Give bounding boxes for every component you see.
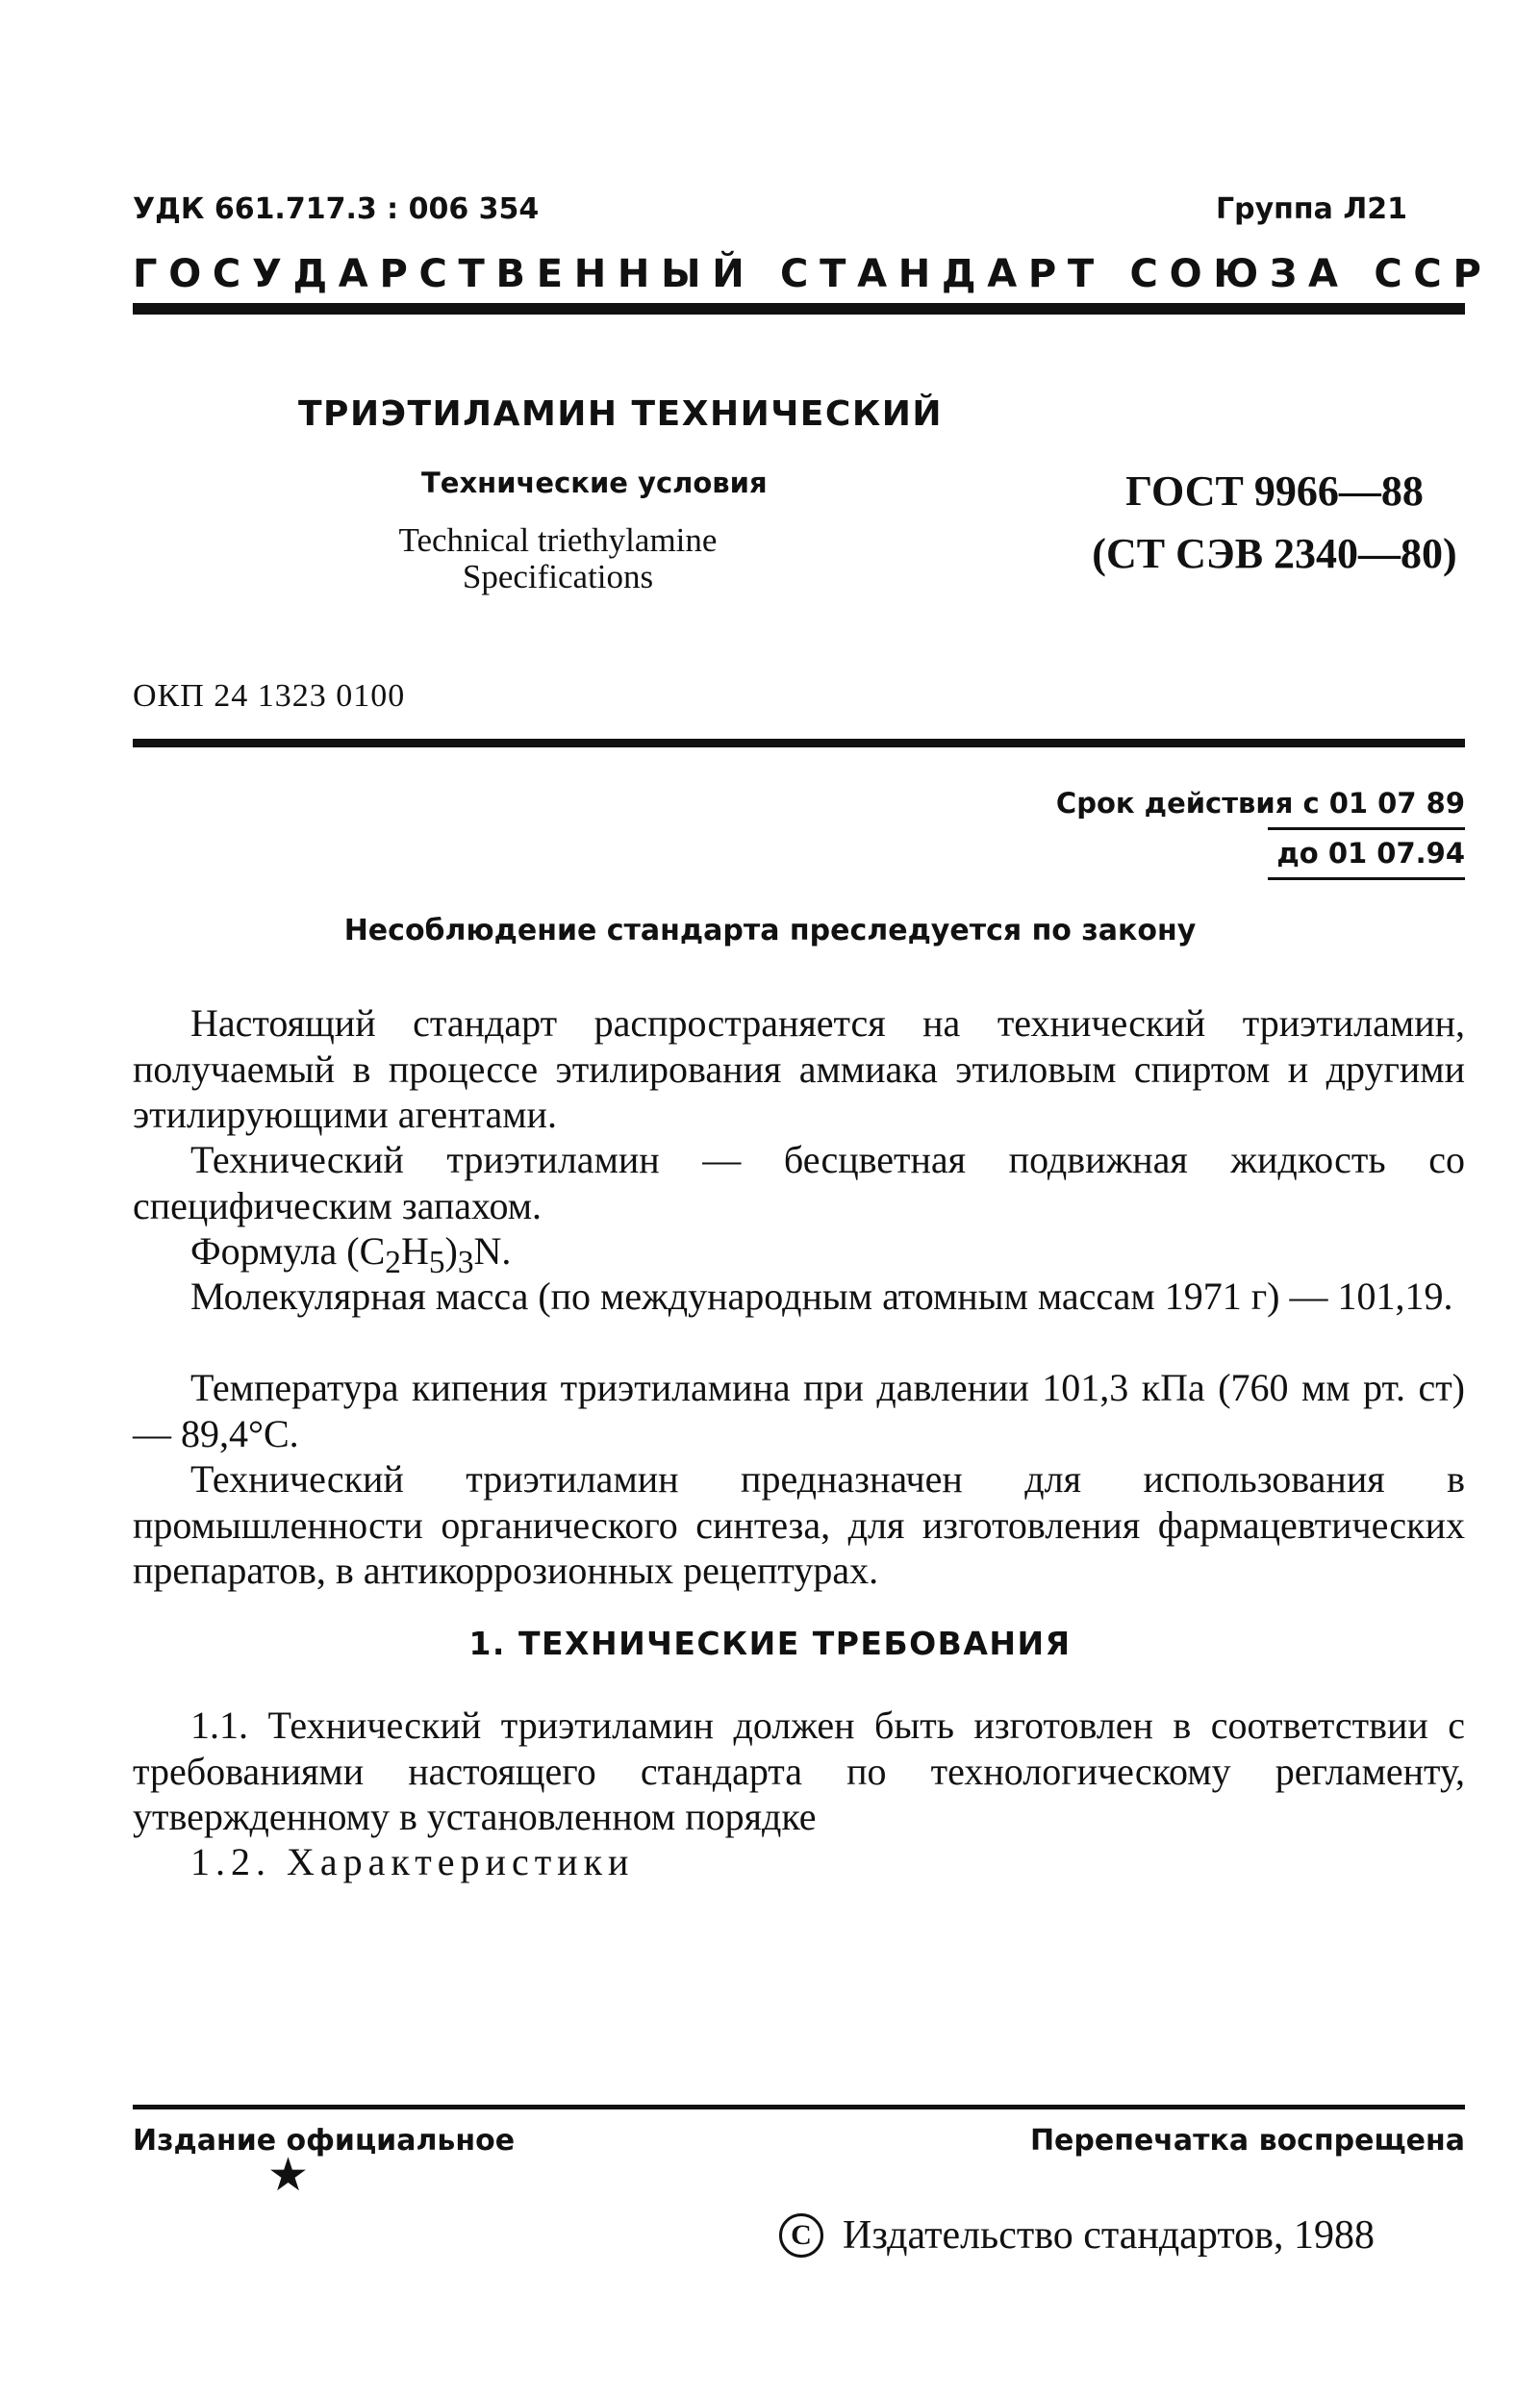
okp-code: ОКП 24 1323 0100 (133, 678, 406, 714)
paragraph-scope: Настоящий стандарт распространяется на технический триэтиламин, получаемый в процессе этилирования аммиака этиловым спиртом и другими этилирующими агентами. (133, 1001, 1465, 1136)
paragraph-1-1: 1.1. Технический триэтиламин должен быть изготовлен в соответствии с требованиями настоящего стандарта по технологическому регламенту, утвержденному в установленном порядке (133, 1704, 1465, 1838)
star-icon: ★ (267, 2150, 310, 2201)
paragraph-usage: Технический триэтиламин предназначен для использования в промышленности органического синтеза, для изготовления фармацевтических препаратов, в антикоррозионных рецептурах. (133, 1457, 1465, 1592)
formula-sub-c: 2 (385, 1245, 401, 1280)
document-subtitle: Технические условия (421, 467, 768, 499)
official-edition-label: Издание официальное (133, 2124, 516, 2158)
paragraph-boiling-point: Температура кипения триэтиламина при давлении 101,3 кПа (760 мм рт. ст) — 89,4°С. (133, 1366, 1465, 1455)
udk-code: УДК 661.717.3 : 006 354 (133, 192, 540, 226)
header-rule (133, 303, 1465, 315)
paragraph-1-2: 1.2. Характеристики (190, 1840, 635, 1883)
publisher-text: Издательство стандартов, 1988 (843, 2213, 1375, 2258)
paragraph-description: Технический триэтиламин — бесцветная подвижная жидкость со специфическим запахом. (133, 1138, 1465, 1227)
publisher-line (779, 2212, 1375, 2259)
state-standard-heading: ГОСУДАРСТВЕННЫЙ СТАНДАРТ СОЮЗА ССР (133, 252, 1493, 296)
paragraph-molecular-mass: Молекулярная масса (по международным атомным массам 1971 г) — 101,19. (190, 1275, 1453, 1318)
group-code: Группа Л21 (1216, 192, 1407, 226)
copyright-icon: C (779, 2213, 823, 2258)
legal-warning: Несоблюдение стандарта преследуется по закону (343, 914, 1197, 947)
english-title (289, 522, 827, 595)
document-title: ТРИЭТИЛАМИН ТЕХНИЧЕСКИЙ (298, 394, 944, 434)
validity-rule-2 (1268, 877, 1465, 880)
validity-rule-1 (1268, 827, 1465, 830)
english-title-line1: Technical triethylamine (398, 521, 718, 559)
formula-n: N. (473, 1229, 512, 1273)
english-title-line2: Specifications (462, 558, 654, 595)
gost-number: ГОСТ 9966—88 (1125, 467, 1424, 515)
validity-from: Срок действия с 01 07 89 (1055, 787, 1465, 820)
formula-sub-group: 3 (457, 1245, 474, 1280)
footer-rule (133, 2105, 1465, 2109)
validity-to: до 01 07.94 (1276, 837, 1465, 870)
formula-close: ) (444, 1229, 458, 1273)
reprint-prohibited-label: Перепечатка воспрещена (1029, 2124, 1465, 2158)
formula-sub-h: 5 (428, 1245, 445, 1280)
section-heading: 1. ТЕХНИЧЕСКИЕ ТРЕБОВАНИЯ (468, 1625, 1072, 1662)
formula-label: Формула (190, 1229, 338, 1273)
formula-open: (C (346, 1229, 386, 1273)
okp-rule (133, 739, 1465, 747)
formula-h: H (400, 1229, 429, 1273)
st-sev-number: (СТ СЭВ 2340—80) (1092, 530, 1457, 577)
